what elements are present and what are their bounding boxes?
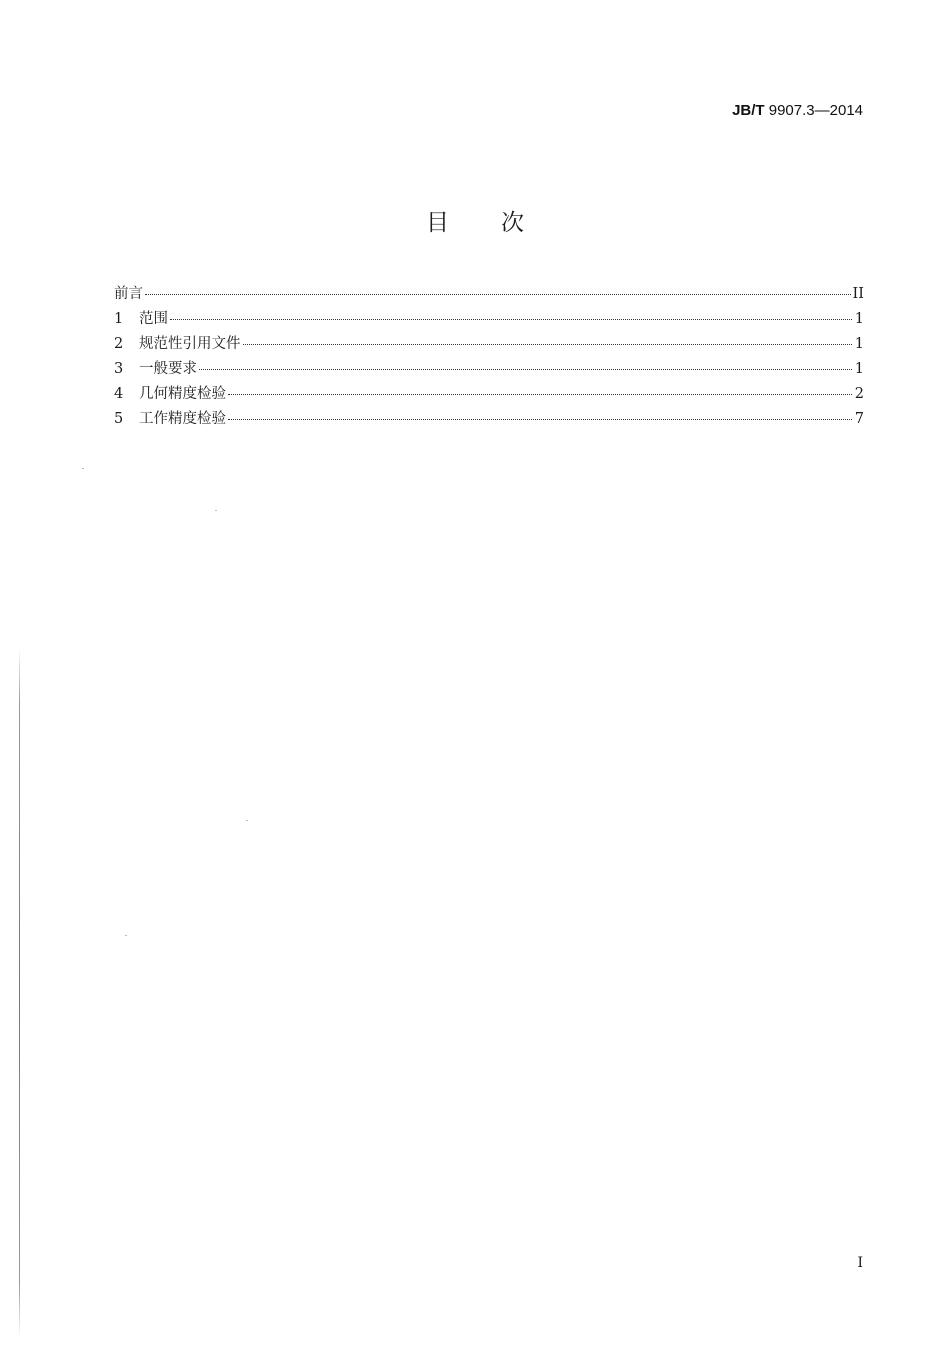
toc-entry-number: 5 (114, 411, 124, 427)
toc-entry-label: 前言 (114, 286, 143, 302)
toc-dot-leader (243, 344, 853, 345)
toc-dot-leader (228, 394, 852, 395)
toc-entry-page: II (852, 286, 864, 302)
toc-dot-leader (228, 419, 852, 420)
toc-entry-page: 2 (854, 386, 864, 402)
toc-dot-leader (199, 369, 852, 370)
toc-entry-scope[interactable] (114, 307, 864, 332)
toc-entry-normative-references[interactable] (114, 332, 864, 357)
toc-entry-page: 1 (854, 336, 864, 352)
standard-prefix: JB/T (732, 102, 765, 119)
standard-code (732, 102, 863, 119)
toc-entry-page: 7 (854, 411, 864, 427)
page-number: I (857, 1255, 863, 1271)
toc-entry-geometric-accuracy[interactable] (114, 382, 864, 407)
toc-dot-leader (170, 319, 852, 320)
table-of-contents (114, 282, 864, 432)
toc-entry-working-accuracy[interactable] (114, 407, 864, 432)
title-char-2: 次 (501, 210, 524, 236)
scan-binding-edge (19, 648, 20, 1338)
toc-entry-label: 范围 (139, 311, 168, 327)
toc-entry-label: 几何精度检验 (139, 386, 226, 402)
toc-entry-general-requirements[interactable] (114, 357, 864, 382)
toc-entry-label: 一般要求 (139, 361, 197, 377)
toc-entry-page: 1 (854, 361, 864, 377)
toc-entry-number: 1 (114, 311, 124, 327)
toc-dot-leader (145, 294, 851, 295)
toc-entry-number: 4 (114, 386, 124, 402)
title-char-1: 目 (426, 210, 449, 236)
toc-entry-number: 2 (114, 336, 124, 352)
toc-entry-label: 工作精度检验 (139, 411, 226, 427)
toc-entry-label: 规范性引用文件 (139, 336, 241, 352)
scan-speck (82, 468, 84, 469)
toc-entry-foreword[interactable] (114, 282, 864, 307)
scan-speck (125, 935, 127, 936)
page-title (0, 204, 950, 237)
scan-speck (215, 510, 217, 511)
toc-entry-number: 3 (114, 361, 124, 377)
standard-number: 9907.3—2014 (768, 102, 863, 119)
scan-speck (246, 820, 248, 821)
toc-entry-page: 1 (854, 311, 864, 327)
